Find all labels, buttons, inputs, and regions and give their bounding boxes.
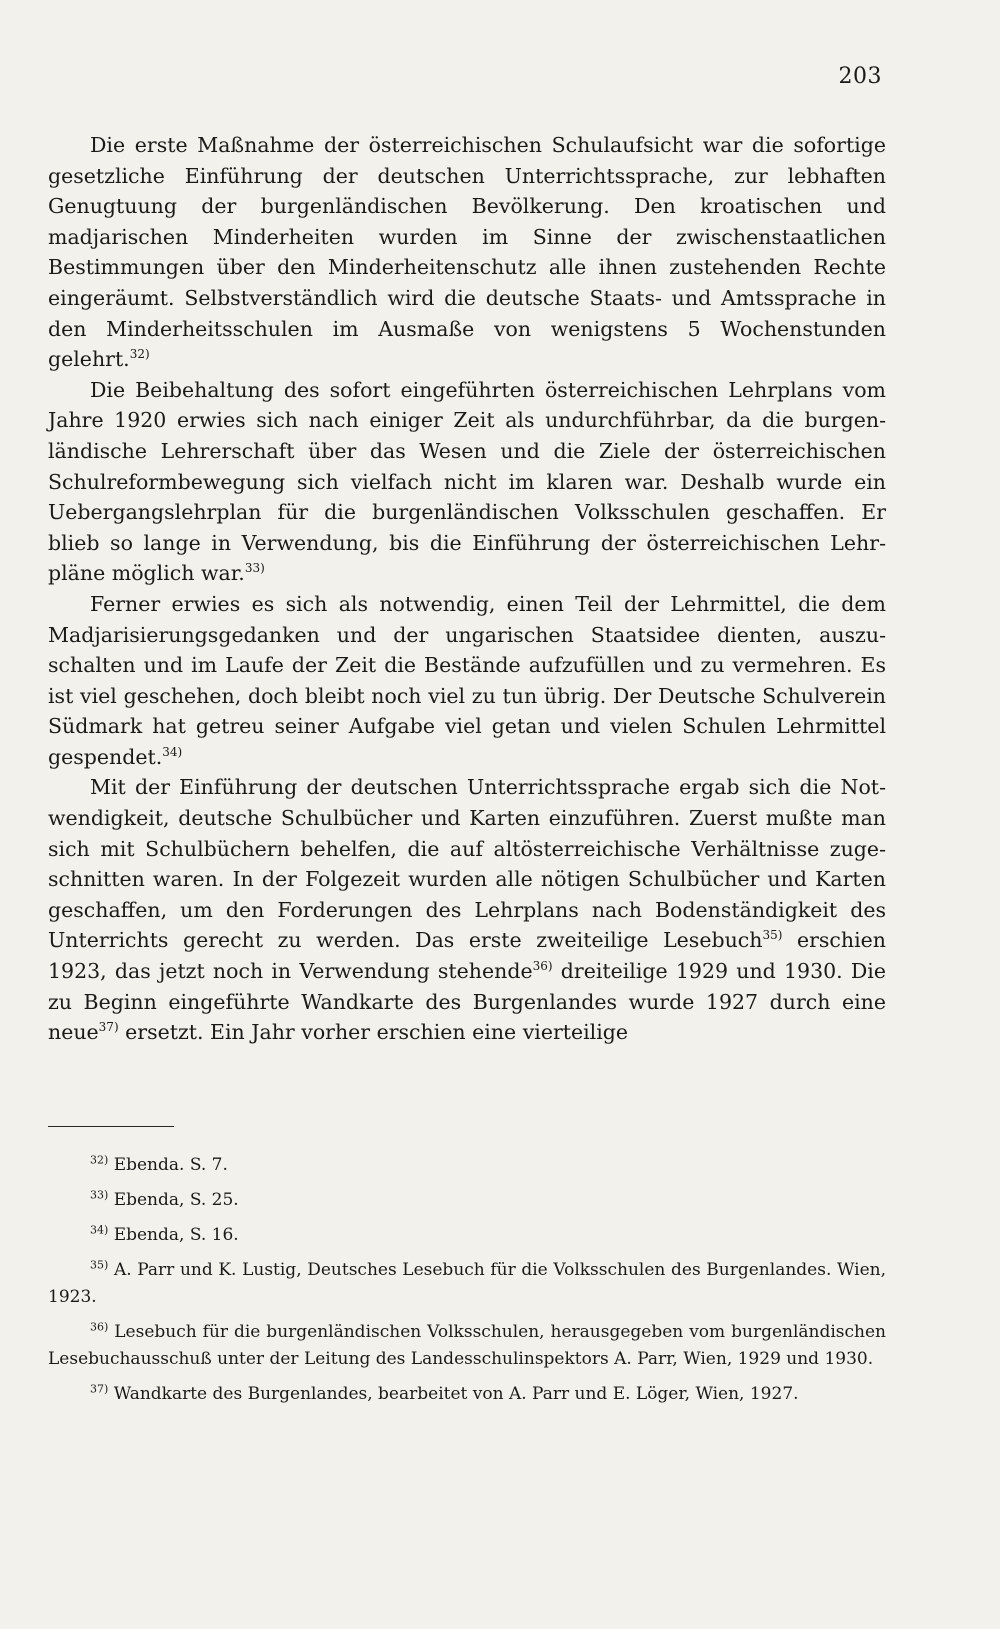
body-text — [48, 130, 886, 1048]
footnote-mark: 34) — [90, 1223, 109, 1237]
footnote-mark: 35) — [90, 1258, 109, 1272]
footnote-ref: 36) — [532, 959, 553, 974]
footnote-text: A. Parr und K. Lustig, Deutsches Lesebuch für die Volksschulen des Burgenlandes. Wien, 1923. — [48, 1260, 887, 1307]
footnote-mark: 36) — [90, 1320, 109, 1334]
footnote-ref: 35) — [762, 928, 783, 943]
paragraph-text: Die Beibehaltung des sofort eingeführten österreichischen Lehrplans vom Jahre 1920 erwies sich nach einiger Zeit als undurchführbar, da die burgenländische Lehrerschaft über das Wesen und die Ziele der österreichischen Schulreformbewegung sich vielfach nicht im klaren war. Deshalb wurde ein Uebergangslehrplan für die burgenländischen Volksschulen geschaffen. Er blieb so lange in Verwendung, bis die Einführung der österreichischen Lehrpläne möglich war. — [48, 377, 886, 586]
footnote-text: Wandkarte des Burgenlandes, bearbeitet von A. Parr und E. Löger, Wien, 1927. — [113, 1384, 799, 1404]
footnotes — [48, 1152, 886, 1416]
footnote-text: Ebenda, S. 25. — [113, 1190, 239, 1210]
footnote-text: Ebenda. S. 7. — [113, 1155, 228, 1175]
footnote-ref: 34) — [162, 745, 183, 760]
footnote-33 — [48, 1187, 886, 1214]
paragraph-text: ersetzt. Ein Jahr vorher erschien eine vierteilige — [118, 1020, 629, 1045]
paragraph-2 — [48, 375, 886, 589]
footnote-37 — [48, 1381, 886, 1408]
footnote-divider — [48, 1126, 174, 1127]
footnote-text: Lesebuch für die burgenländischen Volksschulen, herausgegeben vom burgenländischen Lesebuchausschuß unter der Leitung des Landesschulinspektors A. Parr, Wien, 1929 und 1930. — [48, 1322, 887, 1369]
footnote-ref: 32) — [129, 347, 150, 362]
footnote-35 — [48, 1257, 886, 1311]
paragraph-text: Mit der Einführung der deutschen Unterrichtssprache ergab sich die Notwendigkeit, deutsche Schulbücher und Karten einzuführen. Zuerst mußte man sich mit Schulbüchern behelfen, die auf altösterreichische Verhältnisse zugeschnitten waren. In der Folgezeit wurden alle nötigen Schulbücher und Karten geschaffen, um den Forderungen des Lehrplans nach Bodenständigkeit des Unterrichts gerecht zu werden. Das erste zweiteilige Lesebuch — [48, 775, 886, 953]
footnote-text: Ebenda, S. 16. — [113, 1225, 239, 1245]
footnote-36 — [48, 1319, 886, 1373]
footnote-mark: 32) — [90, 1153, 109, 1167]
footnote-ref: 37) — [98, 1020, 119, 1035]
paragraph-1 — [48, 130, 886, 375]
paragraph-3 — [48, 589, 886, 773]
footnote-mark: 37) — [90, 1382, 109, 1396]
page-number: 203 — [838, 64, 882, 89]
footnote-34 — [48, 1222, 886, 1249]
footnote-32 — [48, 1152, 886, 1179]
paragraph-text: Die erste Maßnahme der österreichischen Schulaufsicht war die sofortige gesetzliche Einführung der deutschen Unterrichtssprache, zur lebhaften Genugtuung der burgenländischen Bevölkerung. Den kroatischen und madjarischen Minderheiten wurden im Sinne der zwischenstaatlichen Bestimmungen über den Minderheitenschutz alle ihnen zustehenden Rechte eingeräumt. Selbstverständlich wird die deutsche Staats- und Amtssprache in den Minderheitsschulen im Ausmaße von wenigstens 5 Wochenstunden gelehrt. — [48, 133, 886, 372]
footnote-mark: 33) — [90, 1188, 109, 1202]
paragraph-text: dreiteilige 1929 und 1930. Die zu Beginn eingeführte Wandkarte des Burgenlandes wurde 1927 durch eine neue — [48, 959, 886, 1045]
paragraph-text: erschien 1923, das jetzt noch in Verwendung stehende — [48, 928, 886, 984]
footnote-ref: 33) — [244, 561, 265, 576]
paragraph-text: Ferner erwies es sich als notwendig, einen Teil der Lehrmittel, die dem Madjarisierungsgedanken und der ungarischen Staatsidee dienten, auszuschalten und im Laufe der Zeit die Bestände aufzufüllen und zu vermehren. Es ist viel geschehen, doch bleibt noch viel zu tun übrig. Der Deutsche Schulverein Südmark hat getreu seiner Aufgabe viel getan und vielen Schulen Lehrmittel gespendet. — [48, 591, 886, 769]
paragraph-4 — [48, 772, 886, 1047]
